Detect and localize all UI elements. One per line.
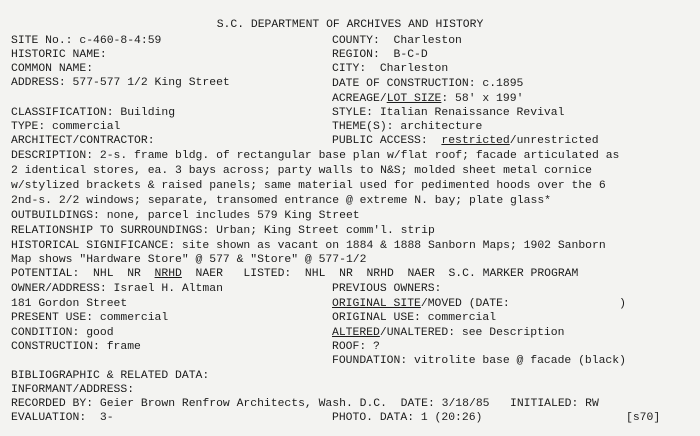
card-code: [s70] <box>626 412 661 424</box>
moved-date: /MOVED (DATE: ) <box>420 298 626 310</box>
foundation: FOUNDATION: vitrolite base @ facade (black) <box>332 355 626 367</box>
site-number: SITE No.: c-460-8-4:59 <box>11 35 162 47</box>
region: REGION: B-C-D <box>332 49 428 61</box>
owner-street: 181 Gordon Street <box>11 298 128 310</box>
architect: ARCHITECT/CONTRACTOR: <box>11 135 155 147</box>
recorded-by: RECORDED BY: Geier Brown Renfrow Architects, Wash. D.C. DATE: 3/18/85 INITIALED: RW <box>11 398 599 410</box>
date-of-construction: DATE OF CONSTRUCTION: c.1895 <box>332 78 524 90</box>
outbuildings: OUTBUILDINGS: none, parcel includes 579 King Street <box>11 210 360 222</box>
style: STYLE: Italian Renaissance Revival <box>332 107 565 119</box>
description-line-1: DESCRIPTION: 2-s. frame bldg. of rectangular base plan w/flat roof; facade articulated as <box>11 150 620 162</box>
description-line-3: w/stylized brackets & raised panels; same material used for pedimented hoods over the 6 <box>11 180 606 192</box>
county: COUNTY: Charleston <box>332 35 462 47</box>
type: TYPE: commercial <box>11 121 121 133</box>
public-access-restricted: restricted <box>441 135 510 147</box>
significance-line-1: HISTORICAL SIGNIFICANCE: site shown as vacant on 1884 & 1888 Sanborn Maps; 1902 Sanborn <box>11 240 606 252</box>
potential-listed <box>11 268 578 281</box>
historic-name: HISTORIC NAME: <box>11 49 107 61</box>
description-line-2: 2 identical stores, ea. 3 bays across; party walls to N&S; molded sheet metal cornice <box>11 165 593 177</box>
themes: THEME(S): architecture <box>332 121 483 133</box>
unaltered-value: /UNALTERED: see Description <box>379 327 565 339</box>
original-site <box>332 298 626 311</box>
lot-size-label: LOT SIZE <box>386 93 442 105</box>
lot-size-value: : 58' x 199' <box>441 93 524 105</box>
significance-line-2: Map shows "Hardware Store" @ 577 & "Store" @ 577-1/2 <box>11 254 367 266</box>
acreage-lot-size <box>332 93 523 106</box>
public-access-unrestricted: /unrestricted <box>509 135 599 147</box>
owner-address: OWNER/ADDRESS: Israel H. Altman <box>11 283 223 295</box>
construction: CONSTRUCTION: frame <box>11 341 141 353</box>
potential-nrhd: NRHD <box>154 268 182 280</box>
condition: CONDITION: good <box>11 327 114 339</box>
listed-label: NAER LISTED: NHL NR NRHD NAER S.C. MARKER PROGRAM <box>181 268 579 280</box>
bibliographic-data: BIBLIOGRAPHIC & RELATED DATA: <box>11 370 210 382</box>
altered-label: ALTERED <box>332 327 380 339</box>
classification: CLASSIFICATION: Building <box>11 107 176 119</box>
photo-data: PHOTO. DATA: 1 (20:26) <box>332 412 483 424</box>
public-access <box>332 135 599 148</box>
original-use: ORIGINAL USE: commercial <box>332 312 497 324</box>
public-access-label: PUBLIC ACCESS: <box>332 135 442 147</box>
relationship-to-surroundings: RELATIONSHIP TO SURROUNDINGS: Urban; King Street comm'l. strip <box>11 225 435 237</box>
potential-label: POTENTIAL: NHL NR <box>11 268 155 280</box>
address: ADDRESS: 577-577 1/2 King Street <box>11 77 230 89</box>
description-line-4: 2nd-s. 2/2 windows; separate, transomed entrance @ extreme N. bay; plate glass* <box>11 195 552 207</box>
previous-owners: PREVIOUS OWNERS: <box>332 283 442 295</box>
altered-unaltered <box>332 327 564 340</box>
informant-address: INFORMANT/ADDRESS: <box>11 384 135 396</box>
city: CITY: Charleston <box>332 63 449 75</box>
present-use: PRESENT USE: commercial <box>11 312 169 324</box>
acreage-label: ACREAGE/ <box>332 93 387 105</box>
common-name: COMMON NAME: <box>11 63 94 75</box>
roof: ROOF: ? <box>332 341 380 353</box>
original-site-label: ORIGINAL SITE <box>332 298 421 310</box>
evaluation: EVALUATION: 3- <box>11 412 114 424</box>
card-header: S.C. DEPARTMENT OF ARCHIVES AND HISTORY <box>216 19 484 31</box>
